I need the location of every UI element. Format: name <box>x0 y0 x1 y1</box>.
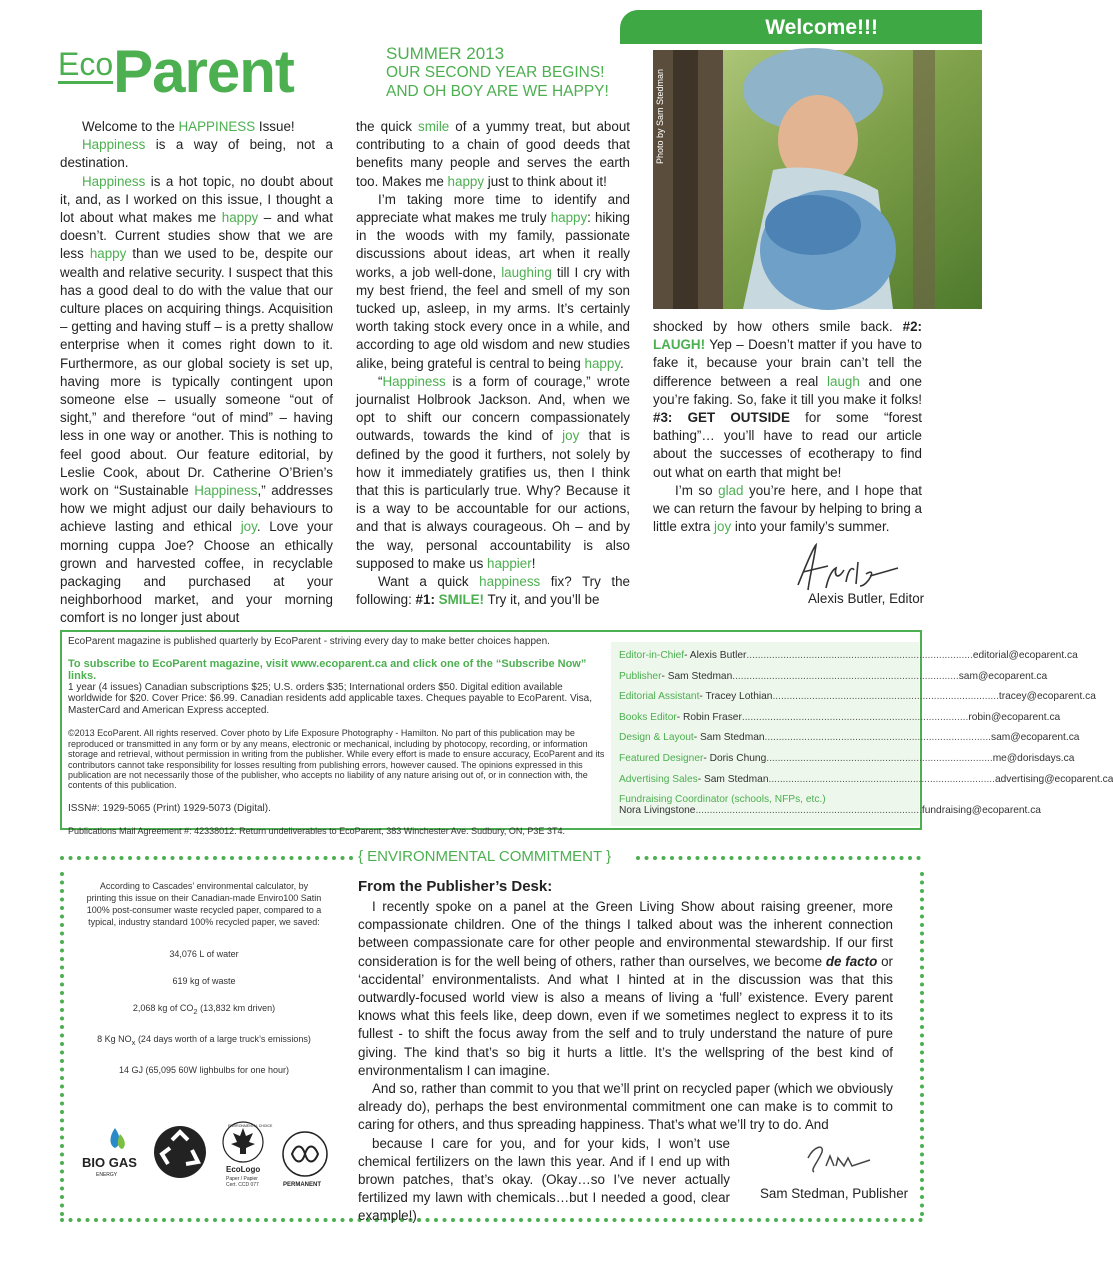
svg-text:ENVIRONMENTAL CHOICE: ENVIRONMENTAL CHOICE <box>228 1124 273 1128</box>
paragraph: Want a quick happiness fix? Try the following: #1: SMILE! Try it, and you’ll be <box>356 574 630 608</box>
photo-credit: Photo by Sam Stedman <box>655 68 665 164</box>
paragraph: Welcome to the HAPPINESS Issue! <box>82 119 295 134</box>
staff-row: Editorial Assistant - Tracey Lothian ................................................................................ tracey@ecoparent.ca <box>619 691 1096 703</box>
publication-info: EcoParent magazine is published quarterly by EcoParent - striving every day to make better choices happen. To subscribe to EcoParent magazine, visit www.ecoparent.ca and click one of the “Subscribe Now” links. 1 year (4 issues) Canadian subscriptions $25; U.S. orders $35; International orders $50. Digital edition available worldwide for $20. Cover Price: $6.99. Canadian residents add applicable taxes. Cheques payable to EcoParent. Visa, MasterCard and American Express accepted. ©2013 EcoParent. All rights reserved. Cover photo by Life Exposure Photography - Hamilton. No part of this publication may be reproduced or transmitted in any form or by any means, electronic or mechanical, including by photocopy, recording, or information storage and retrieval, without permission in writing from the publisher. While every effort is made to ensure accuracy, EcoParent and its contributors cannot take responsibility for losses resulting from publishing errors, however caused. The opinions expressed in this publication are not necessarily those of the publisher, who accepts no liability of any nature arising out of, or in connection with, the contents of this publication. ISSN#: 1929-5065 (Print) 1929-5073 (Digital). Publications Mail Agreement #: 42338012. Return undeliverables to EcoParent, 383 Winchester Ave. Sudbury, ON, P3E 3T4. <box>68 636 605 837</box>
certification-logos <box>80 1120 340 1200</box>
svg-text:BIO GAS: BIO GAS <box>82 1155 137 1170</box>
publisher-signature <box>800 1140 880 1180</box>
issue-heading: SUMMER 2013 OUR SECOND YEAR BEGINS! AND OH BOY ARE WE HAPPY! <box>386 44 609 100</box>
paragraph: I’m taking more time to identify and appreciate what makes me truly happy: hiking in the woods with my family, passionate discussions about ideas, art when it really works, a job well-done, laughing till I cry with my best friend, the feel and smell of my son tucked up, asleep, in my arms. It’s certainly worth taking stock every once in a while, and according to age old wisdom and new studies alike, being grateful is central to being happy. <box>356 191 630 371</box>
paragraph: the quick smile of a yummy treat, but about contributing to a chain of good deeds that benefits many people and serves the earth too. Makes me happy just to think about it! <box>356 119 630 189</box>
cover-photo <box>653 50 982 309</box>
ecologo-logo <box>223 1122 273 1188</box>
staff-row: Editor-in-Chief - Alexis Butler ................................................................................ editorial@ecoparent.ca <box>619 650 1078 661</box>
permanent-logo <box>283 1132 327 1188</box>
paragraph: “Happiness is a form of courage,” wrote journalist Holbrook Jackson. And, when we opt to shift our concern compassionately outwards, towards the kind of joy that is defined by the good it furthers, not solely by how it immediately gratifies us, then I think that this is particularly true. Why? Because it is a way to be accountable for our actions, and that is always courageous. Oh – and by the way, personal accountability is also supposed to make us happier! <box>356 373 631 571</box>
welcome-banner: Welcome!!! <box>620 10 982 44</box>
paragraph: shocked by how others smile back. #2: LAUGH! Yep – Doesn’t matter if you have to fake it, because your brain can’t tell the difference between a real laugh and one you’re faking. So, fake it till you make it folks! #3: GET OUTSIDE for some “forest bathing”… you’ll have to read our article about the successes of ecotherapy to find out what on earth that might be! <box>653 319 923 480</box>
staff-row: Design & Layout - Sam Stedman ................................................................................ sam@ecoparent.ca <box>619 732 1080 744</box>
svg-text:PERMANENT: PERMANENT <box>283 1182 322 1188</box>
staff-list <box>619 650 1113 819</box>
svg-text:EcoLogo: EcoLogo <box>226 1165 261 1174</box>
biogas-logo <box>82 1128 137 1178</box>
svg-text:Paper / Papier: Paper / Papier <box>226 1176 258 1182</box>
recycle-logo <box>154 1126 206 1178</box>
paragraph: Happiness is a hot topic, no doubt about it, and, as I worked on this issue, I thought a lot about what makes me happy – and what doesn’t. Current studies show that we are less happy than we used to be, despite our wealth and relative security. I suspect that this has a good deal to do with the value that our culture places on acquiring things. Acquisition – getting and having stuff – is a pretty shallow enterprise when it comes right down to it. Furthermore, as our global society is set up, having more is typically contingent upon someone else – usually someone “out of sight,” and therefore “out of mind” – having less in one way or another. This is nothing to feel good about. Our feature editorial, by Leslie Cook, about Dr. Catherine O’Brien’s work on “Sustainable Happiness,” addresses how we might adjust our daily behaviours to achieve lasting and ethical joy. Love your morning cuppa Joe? Choose an ethically grown and harvested coffee, in recyclable packaging and purchased at your neighborhood market, and your morning comfort is no longer just about <box>60 173 334 626</box>
environment-stats: According to Cascades’ environmental calculator, by printing this issue on their Canadian-made Enviro100 Satin 100% post-consumer waste recycled paper, compared to a typical, industry standard 100% recycled paper, we saved: 34,076 L of water 619 kg of waste 2,068 kg of $CO_2$ (13,832 km driven) 8 Kg $NO_x$ (24 days worth of a large truck’s emissions) 14 GJ (65,095 60W lighbulbs for one hour) <box>86 881 322 1075</box>
publisher-desk-heading: From the Publisher’s Desk: <box>358 878 553 895</box>
editor-signoff: Alexis Butler, Editor <box>808 591 925 606</box>
paragraph: Happiness is a way of being, not a destination. <box>60 137 333 171</box>
staff-row-fundraising: Fundraising Coordinator (schools, NFPs, etc.) Nora Livingstone ................................................................................ fundraising@ecoparent.ca <box>619 794 1041 817</box>
publisher-signoff: Sam Stedman, Publisher <box>760 1186 909 1201</box>
ecoparent-logo: EcoParent <box>58 38 294 105</box>
editorial-column-1 <box>60 118 333 628</box>
editorial-column-3 <box>653 318 922 536</box>
svg-text:Cert. CCD 077: Cert. CCD 077 <box>226 1182 259 1188</box>
svg-text:ENERGY: ENERGY <box>96 1172 118 1178</box>
staff-row: Advertising Sales - Sam Stedman ................................................................................ advertising@ecoparent.ca <box>619 773 1113 785</box>
staff-row: Books Editor - Robin Fraser ................................................................................ robin@ecoparent.ca <box>619 711 1061 723</box>
staff-row: Publisher - Sam Stedman ................................................................................ sam@ecoparent.ca <box>619 670 1048 682</box>
paragraph: I’m so glad you’re here, and I hope that we can return the favour by helping to bring a little extra joy into your family’s summer. <box>653 482 922 535</box>
staff-row: Featured Designer - Doris Chung ................................................................................ me@dorisdays.ca <box>619 752 1075 764</box>
editorial-column-2 <box>356 118 630 609</box>
environment-title: { ENVIRONMENTAL COMMITMENT } <box>358 848 612 865</box>
publisher-desk-text: I recently spoke on a panel at the Green Living Show about raising greener, more compassionate children. One of the things I talked about was the inherent connection between compassionate care for other people and environmental stewardship. If our first consideration is for the well being of others, rather than ourselves, we become de facto or ‘accidental’ environmentalists. And what I hinted at in the discussion was that this outwardly-focused world view is also a means of living a ‘full’ existence. Every parent knows what this feels like, deep down, even if we sometimes neglect to express it to its fullest - to shift the focus away from the self and to truly understand the nature of pure giving. The kind that’s so big it hurts a little. It’s the wellspring of the best kind of environmentalism I can imagine. And so, rather than commit to you that we’ll print on recycled paper (which we obviously already do), perhaps the best environmental commitment one can make is to commit to caring for others, and thus spreading happiness. That’s what we’ll try to do. And because I care for you, and for your kids, I won’t use chemical fertilizers on the lawn this year. And if I end up with brown patches, that’s okay. (Okay…so I’ve never actually fertilized my lawn with chemicals…but I needed a good, clear example!) <box>358 899 893 1224</box>
